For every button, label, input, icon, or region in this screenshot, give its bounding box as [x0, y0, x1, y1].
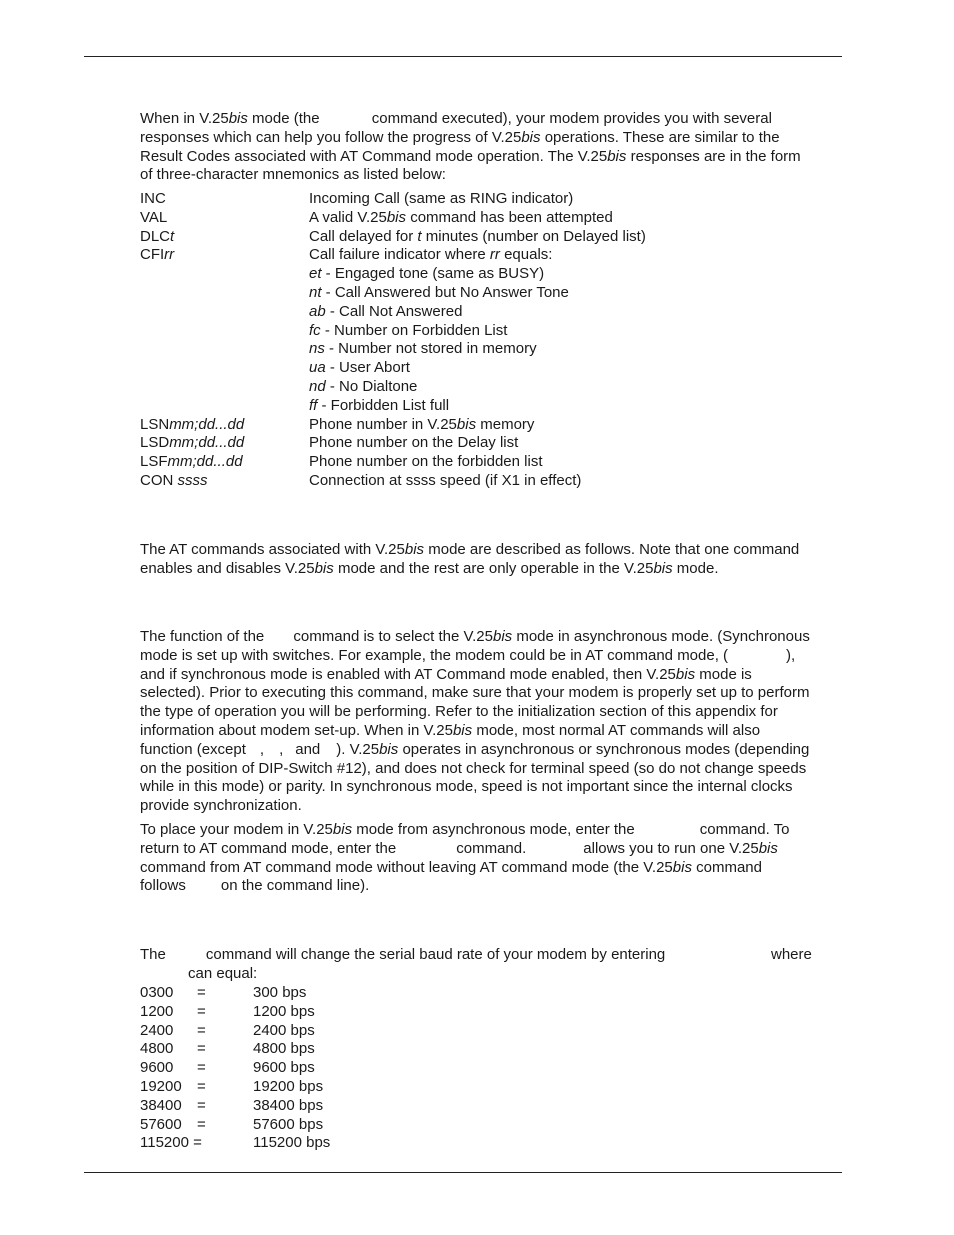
footer-rule — [84, 1172, 842, 1173]
place-paragraph: To place your modem in V.25bis mode from asynchronous mode, enter the command. To return to AT command mode, enter the command. allows you to run one V.25bis command from AT command mode without leaving AT command mode (the V.25bis command follows on the command line). — [140, 821, 790, 895]
intro-paragraph: When in V.25bis mode (the command executed), your modem provides you with several responses which can help you follow the progress of V.25bis operations. These are similar to the Result Codes associated with AT Command mode operation. The V.25bis responses are in the form of three-character mnemonics as listed below: — [140, 110, 801, 184]
at-commands-paragraph: The AT commands associated with V.25bis mode are described as follows. Note that one command enables and disables V.25bis mode and the rest are only operable in the V.25bis mode. — [140, 541, 800, 577]
header-rule — [84, 56, 842, 57]
baud-paragraph: The command will change the serial baud rate of your modem by entering where can equal: — [140, 946, 812, 982]
function-paragraph: The function of the command is to select the V.25bis mode in asynchronous mode. (Synchronous mode is set up with switches. For example, the modem could be in AT command mode, ( ), and if synchronous mode is enabled with AT Command mode enabled, then V.25bis mode is selected). Prior to executing this command, make sure that your modem is properly set up to perform the type of operation you will be performing. Refer to the initialization section of this appendix for information about modem set-up. When in V.25bis mode, most normal AT commands will also function (except , , and ). V.25bis operates in asynchronous or synchronous modes (depending on the position of DIP-Switch #12), and does not check for terminal speed (so do not change speeds while in this mode) or parity. In synchronous mode, speed is not important since the internal clocks provide synchronization. — [140, 628, 810, 815]
